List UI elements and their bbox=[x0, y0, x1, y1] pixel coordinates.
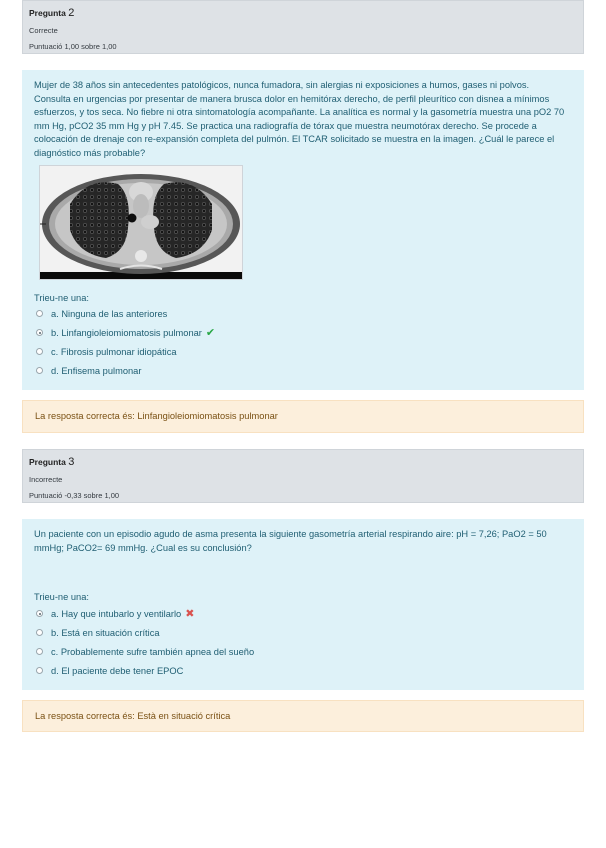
answer-label: b. Linfangioleiomiomatosis pulmonar bbox=[51, 327, 202, 338]
question-formulation-2 bbox=[22, 70, 584, 390]
radio-button[interactable] bbox=[36, 629, 43, 636]
question-text: Mujer de 38 años sin antecedentes patológicos, nunca fumadora, sin alergias ni exposiciones a humos, gases ni polvos. Consulta en urgencias por presentar de manera brusca dolor en hemitórax derecho, de perfil pleurítico con disnea a mínimos esfuerzos, y tos seca. No fiebre ni otra sintomatología acompañante. La analítica es normal y la gasometría muestra una pO2 70 mm Hg, pCO2 35 mm Hg y pH 7.45. Se practica una radiografía de tórax que muestra neumotórax derecho. Se procede a colocación de drenaje con re-expansión completa del pulmón. El TCAR solicitado se muestra en la imagen. ¿Cuál le parece el diagnóstico más probable? bbox=[34, 80, 565, 158]
answer-option-a[interactable] bbox=[36, 604, 254, 623]
right-answer-2: La resposta correcta és: Linfangioleiomiomatosis pulmonar bbox=[22, 400, 584, 433]
radio-button-selected[interactable] bbox=[36, 329, 43, 336]
answer-options bbox=[36, 304, 215, 380]
answer-option-d[interactable] bbox=[36, 661, 254, 680]
question-formulation-3 bbox=[22, 519, 584, 690]
check-icon: ✔ bbox=[205, 327, 216, 339]
answer-prompt: Trieu-ne una: bbox=[34, 592, 89, 602]
question-info-2 bbox=[22, 0, 584, 54]
question-grade: Puntuació 1,00 sobre 1,00 bbox=[29, 42, 117, 51]
question-text: Un paciente con un episodio agudo de asma presenta la siguiente gasometría arterial respirando aire: pH = 7,26; PaO2 = 50 mmHg; PaCO2= 69 mmHg. ¿Cual es su conclusión? bbox=[34, 529, 547, 553]
question-state: Incorrecte bbox=[29, 475, 63, 484]
answer-option-b[interactable] bbox=[36, 323, 215, 342]
answer-option-a[interactable] bbox=[36, 304, 215, 323]
question-info-3 bbox=[22, 449, 584, 503]
question-number: Pregunta 2 bbox=[29, 7, 75, 19]
answer-option-c[interactable] bbox=[36, 642, 254, 661]
answer-label: d. Enfisema pulmonar bbox=[51, 365, 142, 376]
answer-label: b. Está en situación crítica bbox=[51, 627, 160, 638]
answer-option-c[interactable] bbox=[36, 342, 215, 361]
radio-button[interactable] bbox=[36, 310, 43, 317]
question-state: Correcte bbox=[29, 26, 58, 35]
question-number-value: 2 bbox=[68, 7, 75, 19]
ct-scan-drawing bbox=[40, 166, 242, 279]
radio-button[interactable] bbox=[36, 648, 43, 655]
radio-button-selected[interactable] bbox=[36, 610, 43, 617]
radio-button[interactable] bbox=[36, 348, 43, 355]
question-number: Pregunta 3 bbox=[29, 456, 75, 468]
right-answer-3: La resposta correcta és: Està en situació crítica bbox=[22, 700, 584, 732]
answer-options bbox=[36, 604, 254, 680]
answer-label: c. Fibrosis pulmonar idiopática bbox=[51, 346, 177, 357]
radio-button[interactable] bbox=[36, 667, 43, 674]
answer-option-b[interactable] bbox=[36, 623, 254, 642]
answer-label: d. El paciente debe tener EPOC bbox=[51, 665, 184, 676]
cross-icon: ✖ bbox=[185, 608, 195, 620]
answer-prompt: Trieu-ne una: bbox=[34, 293, 89, 303]
answer-label: c. Probablemente sufre también apnea del sueño bbox=[51, 646, 255, 657]
radio-button[interactable] bbox=[36, 367, 43, 374]
answer-label: a. Hay que intubarlo y ventilarlo bbox=[51, 608, 182, 619]
question-grade: Puntuació -0,33 sobre 1,00 bbox=[29, 491, 120, 500]
answer-option-d[interactable] bbox=[36, 361, 215, 380]
question-number-value: 3 bbox=[68, 456, 75, 468]
ct-scan-image bbox=[39, 165, 243, 280]
answer-label: a. Ninguna de las anteriores bbox=[51, 308, 168, 319]
